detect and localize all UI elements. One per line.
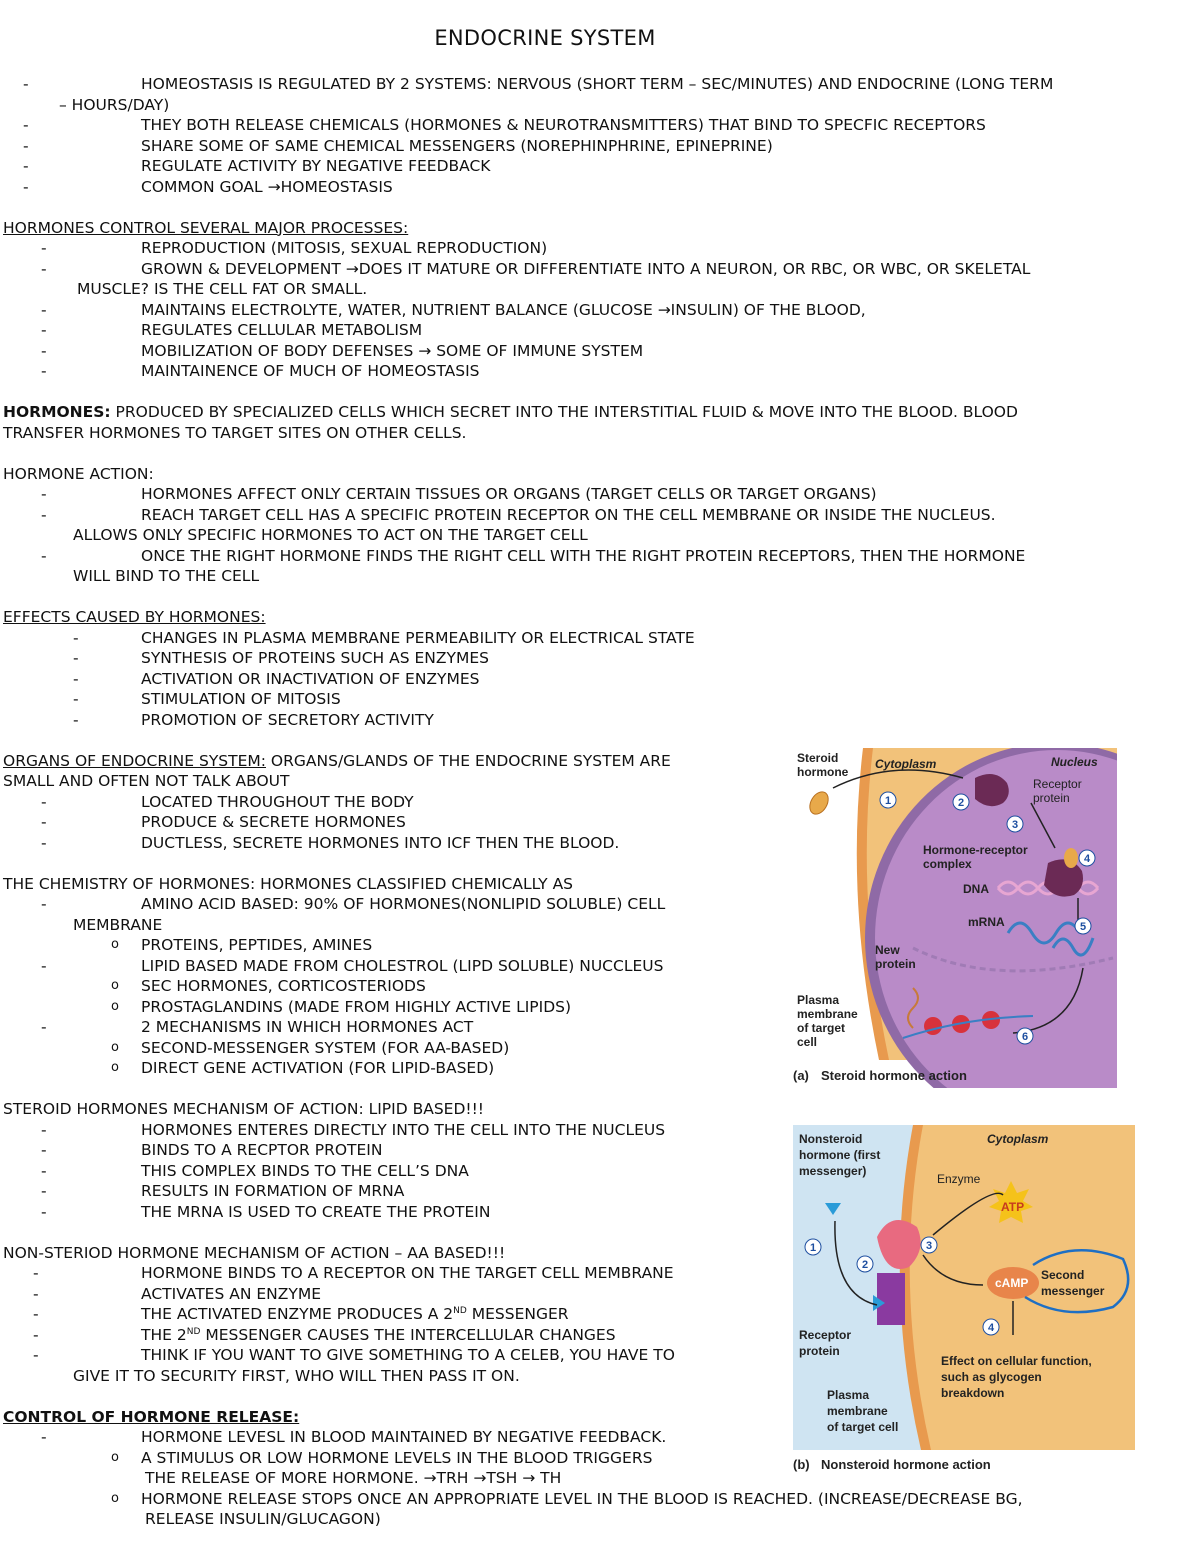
intro-list (3, 74, 1195, 197)
svg-text:1: 1 (809, 1242, 817, 1254)
list-item: - COMMON GOAL →HOMEOSTASIS (23, 177, 393, 196)
svg-text:New: New (875, 943, 900, 957)
list-item: - LOCATED THROUGHOUT THE BODY (41, 792, 414, 811)
svg-text:Enzyme: Enzyme (937, 1172, 981, 1186)
svg-text:Cytoplasm: Cytoplasm (987, 1132, 1049, 1146)
section-heading: CONTROL OF HORMONE RELEASE: (3, 1407, 300, 1426)
svg-text:6: 6 (1021, 1031, 1029, 1043)
svg-text:protein: protein (1033, 791, 1070, 805)
svg-text:2: 2 (861, 1259, 869, 1271)
list-item: - ONCE THE RIGHT HORMONE FINDS THE RIGHT CELL WITH THE RIGHT PROTEIN RECEPTORS, THEN THE HORMONE WILL BIND TO THE CELL (41, 546, 1026, 585)
list-item: - REGULATES CELLULAR METABOLISM (41, 321, 423, 339)
svg-text:Plasma: Plasma (827, 1388, 870, 1402)
list-item: - ACTIVATION OR INACTIVATION OF ENZYMES (73, 669, 480, 688)
list-item: - HOMEOSTASIS IS REGULATED BY 2 SYSTEMS: NERVOUS (SHORT TERM – SEC/MINUTES) AND ENDOCRINE (LONG TERM – HOURS/DAY) (23, 75, 1054, 114)
section-heading: EFFECTS CAUSED BY HORMONES: (3, 608, 266, 626)
svg-text:Cytoplasm: Cytoplasm (875, 757, 937, 771)
svg-text:ATP: ATP (1001, 1200, 1025, 1214)
list-item: - MAINTAINENCE OF MUCH OF HOMEOSTASIS (41, 362, 480, 380)
svg-text:1: 1 (884, 795, 892, 807)
list-item: - STIMULATION OF MITOSIS (73, 690, 341, 708)
action-section (3, 464, 1195, 587)
figure-caption-letter: (b) (793, 1457, 810, 1472)
section-heading: STEROID HORMONES MECHANISM OF ACTION: LIPID BASED!!! (3, 1100, 485, 1118)
svg-text:messenger): messenger) (799, 1164, 867, 1178)
list-item: - BINDS TO A RECPTOR PROTEIN (41, 1141, 383, 1159)
figure-caption-letter: (a) (793, 1068, 809, 1083)
svg-text:hormone: hormone (797, 765, 849, 779)
sub-item: o PROSTAGLANDINS (MADE FROM HIGHLY ACTIVE LIPIDS) (111, 997, 572, 1016)
svg-text:Effect on cellular function,: Effect on cellular function, (941, 1354, 1092, 1368)
svg-text:DNA: DNA (963, 882, 989, 896)
list-item: - THE ACTIVATED ENZYME PRODUCES A 2ND MESSENGER (33, 1305, 569, 1323)
svg-text:hormone (first: hormone (first (799, 1148, 881, 1162)
svg-text:Nonsteroid: Nonsteroid (799, 1132, 863, 1146)
list-item: - DUCTLESS, SECRETE HORMONES INTO ICF THEN THE BLOOD. (41, 833, 620, 852)
list-item: - REGULATE ACTIVITY BY NEGATIVE FEEDBACK (23, 157, 491, 175)
list-item: - MAINTAINS ELECTROLYTE, WATER, NUTRIENT BALANCE (GLUCOSE →INSULIN) OF THE BLOOD, (41, 300, 866, 319)
figure-caption: Steroid hormone action (821, 1068, 967, 1083)
steroid-hormone-figure (793, 748, 1117, 1088)
sub-item: o A STIMULUS OR LOW HORMONE LEVELS IN THE BLOOD TRIGGERS THE RELEASE OF MORE HORMONE. →TRH →TSH → TH (111, 1448, 653, 1487)
section-heading: ORGANS OF ENDOCRINE SYSTEM: (3, 751, 266, 770)
svg-text:Nucleus: Nucleus (1051, 755, 1098, 769)
svg-text:Second: Second (1041, 1268, 1085, 1282)
list-item: - THE MRNA IS USED TO CREATE THE PROTEIN (41, 1202, 491, 1221)
svg-text:Receptor: Receptor (1033, 777, 1082, 791)
section-heading: HORMONES CONTROL SEVERAL MAJOR PROCESSES: (3, 218, 409, 237)
svg-text:3: 3 (925, 1240, 933, 1252)
term-label: HORMONES: (3, 403, 111, 421)
list-item: - PRODUCE & SECRETE HORMONES (41, 813, 406, 831)
page-title: ENDOCRINE SYSTEM (434, 26, 656, 50)
list-item: - GROWN & DEVELOPMENT →DOES IT MATURE OR DIFFERENTIATE INTO A NEURON, OR RBC, OR WBC, OR SKELETAL MUSCLE? IS THE CELL FAT OR SMALL. (41, 259, 1031, 298)
ribosome (924, 1017, 942, 1035)
sub-item: o SECOND-MESSENGER SYSTEM (FOR AA-BASED) (111, 1038, 510, 1057)
figure-caption: Nonsteroid hormone action (821, 1457, 991, 1472)
list-item: - HORMONES ENTERES DIRECTLY INTO THE CELL INTO THE NUCLEUS (41, 1120, 666, 1139)
list-item: - RESULTS IN FORMATION OF MRNA (41, 1182, 405, 1200)
list-item: - HORMONE BINDS TO A RECEPTOR ON THE TARGET CELL MEMBRANE (33, 1264, 674, 1282)
svg-text:2: 2 (957, 797, 965, 809)
svg-text:Plasma: Plasma (797, 993, 840, 1007)
nonsteroid-hormone-figure (793, 1125, 1135, 1475)
hormones-definition: HORMONES: PRODUCED BY SPECIALIZED CELLS WHICH SECRET INTO THE INTERSTITIAL FLUID & MOVE INTO THE BLOOD. BLOOD TRANSFER HORMONES TO TARGET SITES ON OTHER CELLS. (3, 403, 1018, 442)
list-item: - THE 2ND MESSENGER CAUSES THE INTERCELLULAR CHANGES (33, 1325, 616, 1344)
svg-text:of target cell: of target cell (827, 1420, 899, 1434)
section-heading: THE CHEMISTRY OF HORMONES: HORMONES CLASSIFIED CHEMICALLY AS (3, 874, 574, 893)
list-item: - AMINO ACID BASED: 90% OF HORMONES(NONLIPID SOLUBLE) CELL MEMBRANE (41, 895, 666, 934)
svg-text:5: 5 (1079, 921, 1087, 933)
control-section (3, 218, 1195, 382)
list-item: - THINK IF YOU WANT TO GIVE SOMETHING TO A CELEB, YOU HAVE TO GIVE IT TO SECURITY FIRST, WHO WILL THEN PASS IT ON. (33, 1346, 675, 1385)
svg-text:Steroid: Steroid (797, 751, 839, 765)
effects-section (3, 607, 1195, 730)
list-item: - MOBILIZATION OF BODY DEFENSES → SOME OF IMMUNE SYSTEM (41, 341, 644, 360)
svg-text:membrane: membrane (797, 1007, 858, 1021)
svg-text:4: 4 (1083, 853, 1091, 865)
section-heading: NON-STERIOD HORMONE MECHANISM OF ACTION – AA BASED!!! (3, 1243, 506, 1262)
list-item: - SHARE SOME OF SAME CHEMICAL MESSENGERS (NOREPHINPHRINE, EPINEPRINE) (23, 136, 773, 155)
svg-text:Receptor: Receptor (799, 1328, 852, 1342)
svg-text:of target: of target (797, 1021, 845, 1035)
list-item: - HORMONES AFFECT ONLY CERTAIN TISSUES OR ORGANS (TARGET CELLS OR TARGET ORGANS) (41, 485, 877, 503)
svg-text:such as glycogen: such as glycogen (941, 1370, 1042, 1384)
list-item: - CHANGES IN PLASMA MEMBRANE PERMEABILITY OR ELECTRICAL STATE (73, 628, 695, 647)
svg-text:Hormone-receptor: Hormone-receptor (923, 843, 1028, 857)
sub-item: o DIRECT GENE ACTIVATION (FOR LIPID-BASED) (111, 1059, 495, 1077)
list-item: - HORMONE LEVESL IN BLOOD MAINTAINED BY NEGATIVE FEEDBACK. (41, 1428, 667, 1446)
svg-text:3: 3 (1011, 819, 1019, 831)
sub-item: o PROTEINS, PEPTIDES, AMINES (111, 936, 373, 954)
svg-text:breakdown: breakdown (941, 1386, 1005, 1400)
svg-text:protein: protein (875, 957, 916, 971)
sub-item: o HORMONE RELEASE STOPS ONCE AN APPROPRIATE LEVEL IN THE BLOOD IS REACHED. (INCREASE/DECREASE BG, RELEASE INSULIN/GLUCAGON) (111, 1489, 1023, 1528)
svg-text:mRNA: mRNA (968, 915, 1005, 929)
svg-text:protein: protein (799, 1344, 840, 1358)
svg-text:complex: complex (923, 857, 972, 871)
list-item: - THIS COMPLEX BINDS TO THE CELL’S DNA (41, 1161, 469, 1180)
list-item: - THEY BOTH RELEASE CHEMICALS (HORMONES & NEUROTRANSMITTERS) THAT BIND TO SPECFIC RECEPTORS (23, 116, 986, 134)
list-item: - LIPID BASED MADE FROM CHOLESTROL (LIPD SOLUBLE) NUCCLEUS (41, 956, 664, 975)
list-item: - SYNTHESIS OF PROTEINS SUCH AS ENZYMES (73, 649, 489, 667)
list-item: - REACH TARGET CELL HAS A SPECIFIC PROTEIN RECEPTOR ON THE CELL MEMBRANE OR INSIDE THE NUCLEUS. ALLOWS ONLY SPECIFIC HORMONES TO ACT ON THE TARGET CELL (41, 505, 996, 544)
receptor-protein-shape (877, 1273, 905, 1325)
svg-text:membrane: membrane (827, 1404, 888, 1418)
section-heading: HORMONE ACTION: (3, 464, 154, 483)
sub-item: o SEC HORMONES, CORTICOSTERIODS (111, 977, 426, 995)
list-item: - ACTIVATES AN ENZYME (33, 1284, 321, 1303)
svg-text:cell: cell (797, 1035, 818, 1049)
svg-text:4: 4 (987, 1322, 995, 1334)
dash-marker: - (23, 75, 29, 93)
list-item: - REPRODUCTION (MITOSIS, SEXUAL REPRODUCTION) (41, 239, 548, 257)
list-item: - PROMOTION OF SECRETORY ACTIVITY (73, 710, 434, 729)
svg-text:cAMP: cAMP (995, 1276, 1029, 1290)
organs-section: ORGANS OF ENDOCRINE SYSTEM: ORGANS/GLANDS OF THE ENDOCRINE SYSTEM ARE SMALL AND OFTEN NOT TALK ABOUT - LOCATED THROUGHOUT THE BODY - PRODUCE & SECRETE HORMONES - DUCTLESS, SECRETE HORMONES INTO ICF THEN THE BLOOD. (3, 751, 1195, 854)
list-item: - 2 MECHANISMS IN WHICH HORMONES ACT (41, 1018, 474, 1036)
svg-text:messenger: messenger (1041, 1284, 1105, 1298)
